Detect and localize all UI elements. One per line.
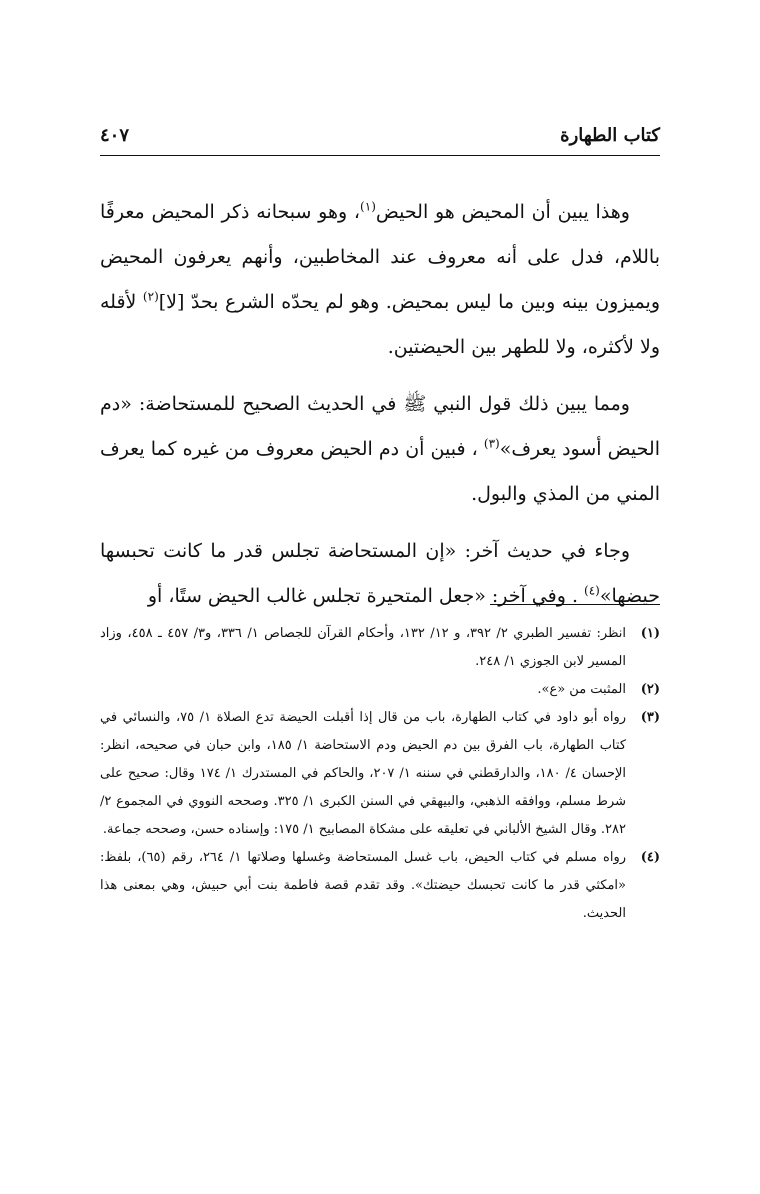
footnote-item: [100, 676, 660, 704]
p3-text-a: وجاء في حديث آخر: «إن المستحاضة تجلس قدر ما كانت تحبسها حيضها»: [100, 540, 660, 607]
footnotes: [100, 620, 660, 928]
paragraph-3: [100, 529, 660, 619]
paragraph-1: [100, 190, 660, 370]
footnote-ref-1: (١): [360, 199, 376, 214]
header-divider: [100, 155, 660, 156]
footnote-number: (٣): [640, 710, 660, 725]
footnote-text: انظر: تفسير الطبري ٢/ ٣٩٢، و ١٢/ ١٣٢، وأحكام القرآن للجصاص ١/ ٣٣٦، و٣/ ٤٥٧ ـ ٤٥٨، وزاد المسير لابن الجوزي ١/ ٢٤٨.: [100, 626, 626, 669]
footnote-ref-3: (٣): [483, 436, 500, 451]
footnote-text: رواه أبو داود في كتاب الطهارة، باب من قال إذا أقبلت الحيضة تدع الصلاة ١/ ٧٥، والنسائي في كتاب الطهارة، باب الفرق بين دم الحيض ودم الاستحاضة ١/ ١٨٥، وابن حبان في صحيحه، انظر: الإحسان ٤/ ١٨٠، والدارقطني في سننه ١/ ٢٠٧، والحاكم في المستدرك ١/ ١٧٤ وقال: صحيح على شرط مسلم، ووافقه الذهبي، والبيهقي في السنن الكبرى ١/ ٣٢٥. وصححه النووي في المجموع ٢/ ٢٨٢. وقال الشيخ الألباني في تعليقه على مشكاة المصابيح ١/ ١٧٥: وإسناده حسن، وصححه جماعة.: [100, 710, 627, 837]
footnote-item: [100, 620, 660, 676]
footnote-number: (٤): [640, 850, 660, 865]
p2-text-b: ، فبين أن دم الحيض معروف من غيره كما يعرف المني من المذي والبول.: [100, 438, 660, 505]
paragraph-2: [100, 382, 660, 517]
footnote-text: رواه مسلم في كتاب الحيض، باب غسل المستحاضة وغسلها وصلاتها ١/ ٢٦٤، رقم (٦٥)، بلفظ: «امكثي قدر ما كانت تحبسك حيضتك». وقد تقدم قصة فاطمة بنت أبي حبيش، وهي بمعنى هذا الحديث.: [100, 850, 626, 921]
footnote-ref-2: (٢): [142, 289, 159, 304]
footnote-item: [100, 704, 660, 844]
page-number: ٤٠٧: [100, 124, 130, 146]
p2-text-a: ومما يبين ذلك قول النبي ﷺ في الحديث الصحيح للمستحاضة: «دم الحيض أسود يعرف»: [100, 393, 661, 460]
main-text: [100, 190, 660, 631]
footnote-number: (٢): [640, 682, 660, 697]
page-header: [100, 120, 660, 150]
footnote-item: [100, 844, 660, 928]
running-title: كتاب الطهارة: [560, 124, 660, 146]
p3-text-b: . وفي آخر: «جعل المتحيرة تجلس غالب الحيض ستًا، أو: [147, 585, 578, 607]
p1-text-a: وهذا يبين أن المحيض هو الحيض: [375, 201, 630, 223]
p1-text-c: لأقله ولا لأكثره، ولا للطهر بين الحيضتين.: [100, 291, 660, 358]
footnote-ref-4: (٤): [584, 583, 600, 598]
footnote-text: المثبت من «ع».: [537, 682, 626, 697]
footnote-number: (١): [640, 626, 660, 641]
p1-text-b: ، وهو سبحانه ذكر المحيض معرفًا باللام، فدل على أنه معروف عند المخاطبين، وأنهم يعرفون المحيض ويميزون بينه وبين ما ليس بمحيض. وهو لم يحدّه الشرع بحدّ [لا]: [100, 201, 660, 313]
footnote-divider: [490, 604, 660, 605]
